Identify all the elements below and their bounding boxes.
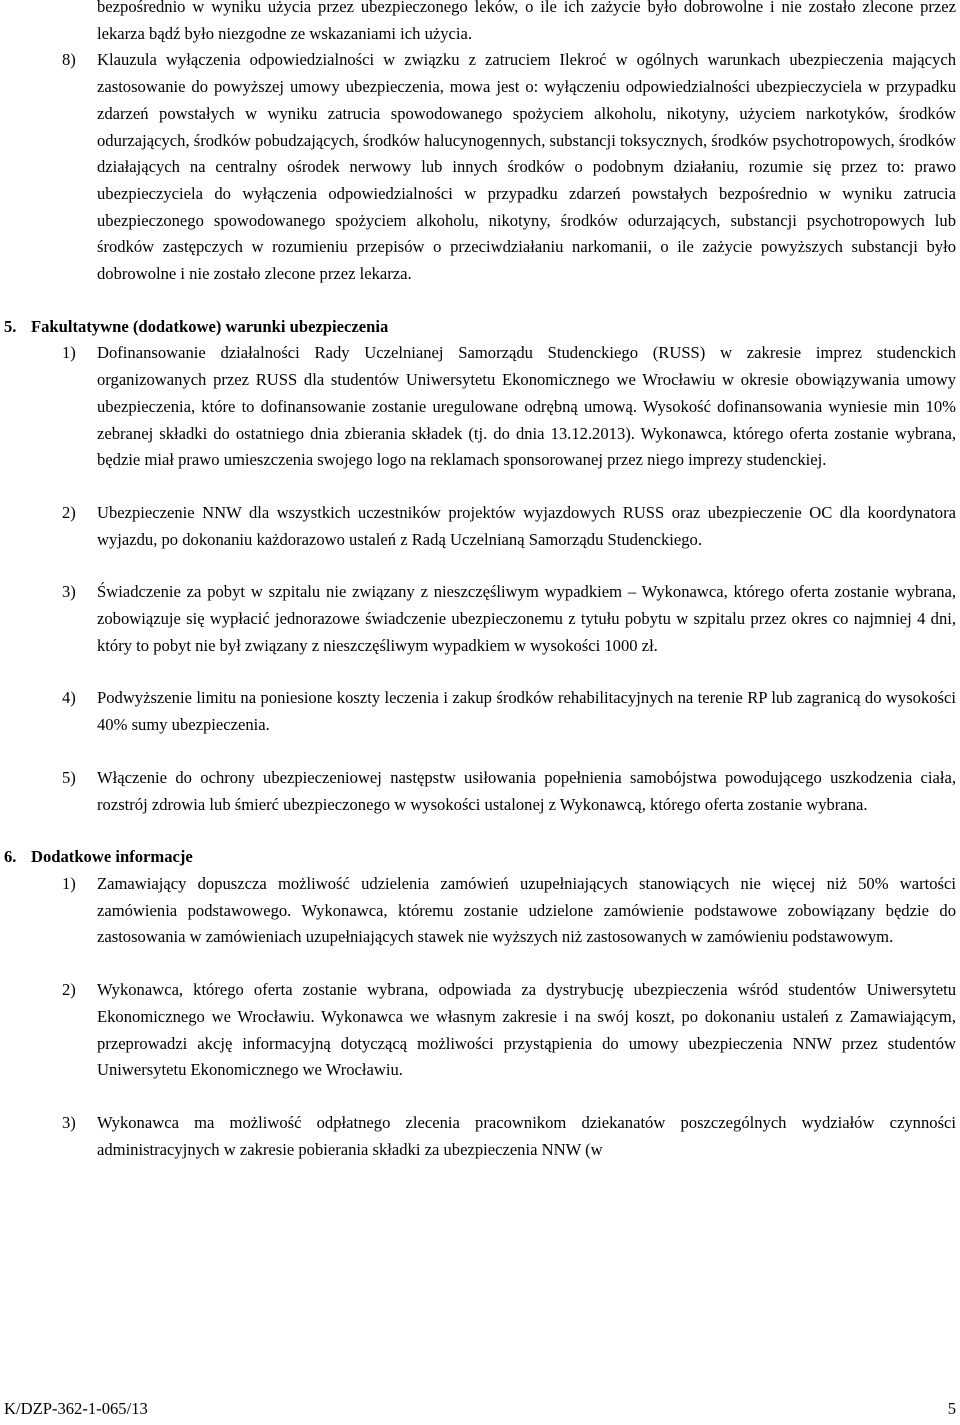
list-item-number: 1) — [62, 873, 76, 893]
list-item-number: 3) — [62, 582, 76, 602]
list-item-number: 5) — [62, 767, 76, 787]
list-item-text: Dofinansowanie działalności Rady Uczelnianej Samorządu Studenckiego (RUSS) w zakresie imprez studenckich organizowanych przez RUSS dla studentów Uniwersytetu Ekonomicznego we Wrocławiu w okresie obowiązywania umowy ubezpieczenia, które to dofinansowanie zostanie uregulowane odrębną umową. Wysokość dofinansowania wyniesie min 10% zebranej składki do ostatniego dnia zbierania składek (tj. do dnia 13.12.2013). Wykonawca, którego oferta zostanie wybrana, będzie miał prawo umieszczenia swojego logo na reklamach sponsorowanej przez niego imprezy studenckiej. — [97, 343, 956, 470]
document-reference: K/DZP-362-1-065/13 — [4, 1399, 148, 1418]
section-5-item-1 — [0, 340, 956, 474]
list-item-number: 1) — [62, 343, 76, 363]
list-item-text: Podwyższenie limitu na poniesione koszty leczenia i zakup środków rehabilitacyjnych na terenie RP lub zagranicą do wysokości 40% sumy ubezpieczenia. — [97, 688, 956, 735]
section-5-title: Fakultatywne (dodatkowe) warunki ubezpieczenia — [31, 316, 389, 336]
list-item-text: Wykonawca ma możliwość odpłatnego zlecenia pracownikom dziekanatów poszczególnych wydziałów czynności administracyjnych w zakresie pobierania składki za ubezpieczenia NNW (w — [97, 1112, 956, 1159]
section-6-item-1 — [0, 871, 956, 951]
list-item-text: Ubezpieczenie NNW dla wszystkich uczestników projektów wyjazdowych RUSS oraz ubezpieczenie OC dla koordynatora wyjazdu, po dokonaniu każdorazowo ustaleń z Radą Uczelnianą Samorządu Studenckiego. — [97, 502, 956, 549]
section-5-item-2 — [0, 500, 956, 553]
section-6-heading — [0, 844, 960, 871]
section-5-item-4 — [0, 685, 956, 738]
section-5-number: 5. — [4, 316, 17, 336]
section-6-number: 6. — [4, 847, 17, 867]
list-item-number: 2) — [62, 980, 76, 1000]
list-item-number: 2) — [62, 502, 76, 522]
page-number: 5 — [947, 1399, 956, 1418]
clause-8-number: 8) — [62, 50, 76, 70]
list-item-text: Wykonawca, którego oferta zostanie wybrana, odpowiada za dystrybucję ubezpieczenia wśród studentów Uniwersytetu Ekonomicznego we Wrocławiu. Wykonawca we własnym zakresie i na swój koszt, po dokonaniu ustaleń z Zamawiającym, przeprowadzi akcję informacyjną dotyczącą możliwości przystąpienia do umowy ubezpieczenia NNW przez studentów Uniwersytetu Ekonomicznego we Wrocławiu. — [97, 980, 956, 1080]
list-item-text: Zamawiający dopuszcza możliwość udzielenia zamówień uzupełniających stanowiących nie więcej niż 50% wartości zamówienia podstawowego. Wykonawca, któremu zostanie udzielone zamówienie podstawowe zobowiązany będzie do zastosowania w zamówieniach uzupełniających stawek nie wyższych niż zastosowanych w zamówieniu podstawowym. — [97, 873, 956, 947]
intro-continuation: bezpośrednio w wyniku użycia przez ubezpieczonego leków, o ile ich zażycie było dobrowolne i nie zostało zlecone przez lekarza bądź było niezgodne ze wskazaniami ich użycia. — [97, 0, 956, 43]
section-5-heading — [0, 314, 960, 341]
clause-8-text: Klauzula wyłączenia odpowiedzialności w związku z zatruciem Ilekroć w ogólnych warunkach ubezpieczenia mających zastosowanie do powyższej umowy ubezpieczenia, mowa jest o: wyłączeniu odpowiedzialności ubezpieczyciela w przypadku zdarzeń powstałych w wyniku zatrucia spowodowanego spożyciem alkoholu, nikotyny, użyciem narkotyków, środków odurzających, środków pobudzających, środków halucynogennych, substancji toksycznych, środków psychotropowych, środków działających na centralny ośrodek nerwowy lub innych środków o podobnym działaniu, rozumie się przez to: prawo ubezpieczyciela do wyłączenia odpowiedzialności w przypadku zdarzeń powstałych bezpośrednio w wyniku zatrucia ubezpieczonego spowodowanego spożyciem alkoholu, nikotyny, środków odurzających, substancji psychotropowych lub środków zastępczych w rozumieniu przepisów o przeciwdziałaniu narkomanii, o ile zażycie powyższych substancji było dobrowolne i nie zostało zlecone przez lekarza. — [97, 50, 956, 284]
section-5-item-5 — [0, 765, 956, 818]
section-6-item-3 — [0, 1110, 956, 1163]
list-item-text: Świadczenie za pobyt w szpitalu nie związany z nieszczęśliwym wypadkiem – Wykonawca, którego oferta zostanie wybrana, zobowiązuje się wypłacić jednorazowe świadczenie ubezpieczonemu z tytułu pobytu w szpitalu przez okres co najmniej 4 dni, który to pobyt nie był związany z nieszczęśliwym wypadkiem w wysokości 1000 zł. — [97, 582, 956, 655]
section-6-item-2 — [0, 977, 956, 1084]
page-footer — [4, 1396, 956, 1422]
list-item-number: 4) — [62, 688, 76, 708]
list-item-text: Włączenie do ochrony ubezpieczeniowej następstw usiłowania popełnienia samobójstwa powodującego uszkodzenia ciała, rozstrój zdrowia lub śmierć ubezpieczonego w wysokości ustalonej z Wykonawcą, którego oferta zostanie wybrana. — [97, 767, 956, 814]
section-5-item-3 — [0, 579, 956, 659]
section-6-title: Dodatkowe informacje — [31, 847, 193, 867]
clause-8 — [0, 47, 956, 287]
list-item-number: 3) — [62, 1112, 76, 1132]
